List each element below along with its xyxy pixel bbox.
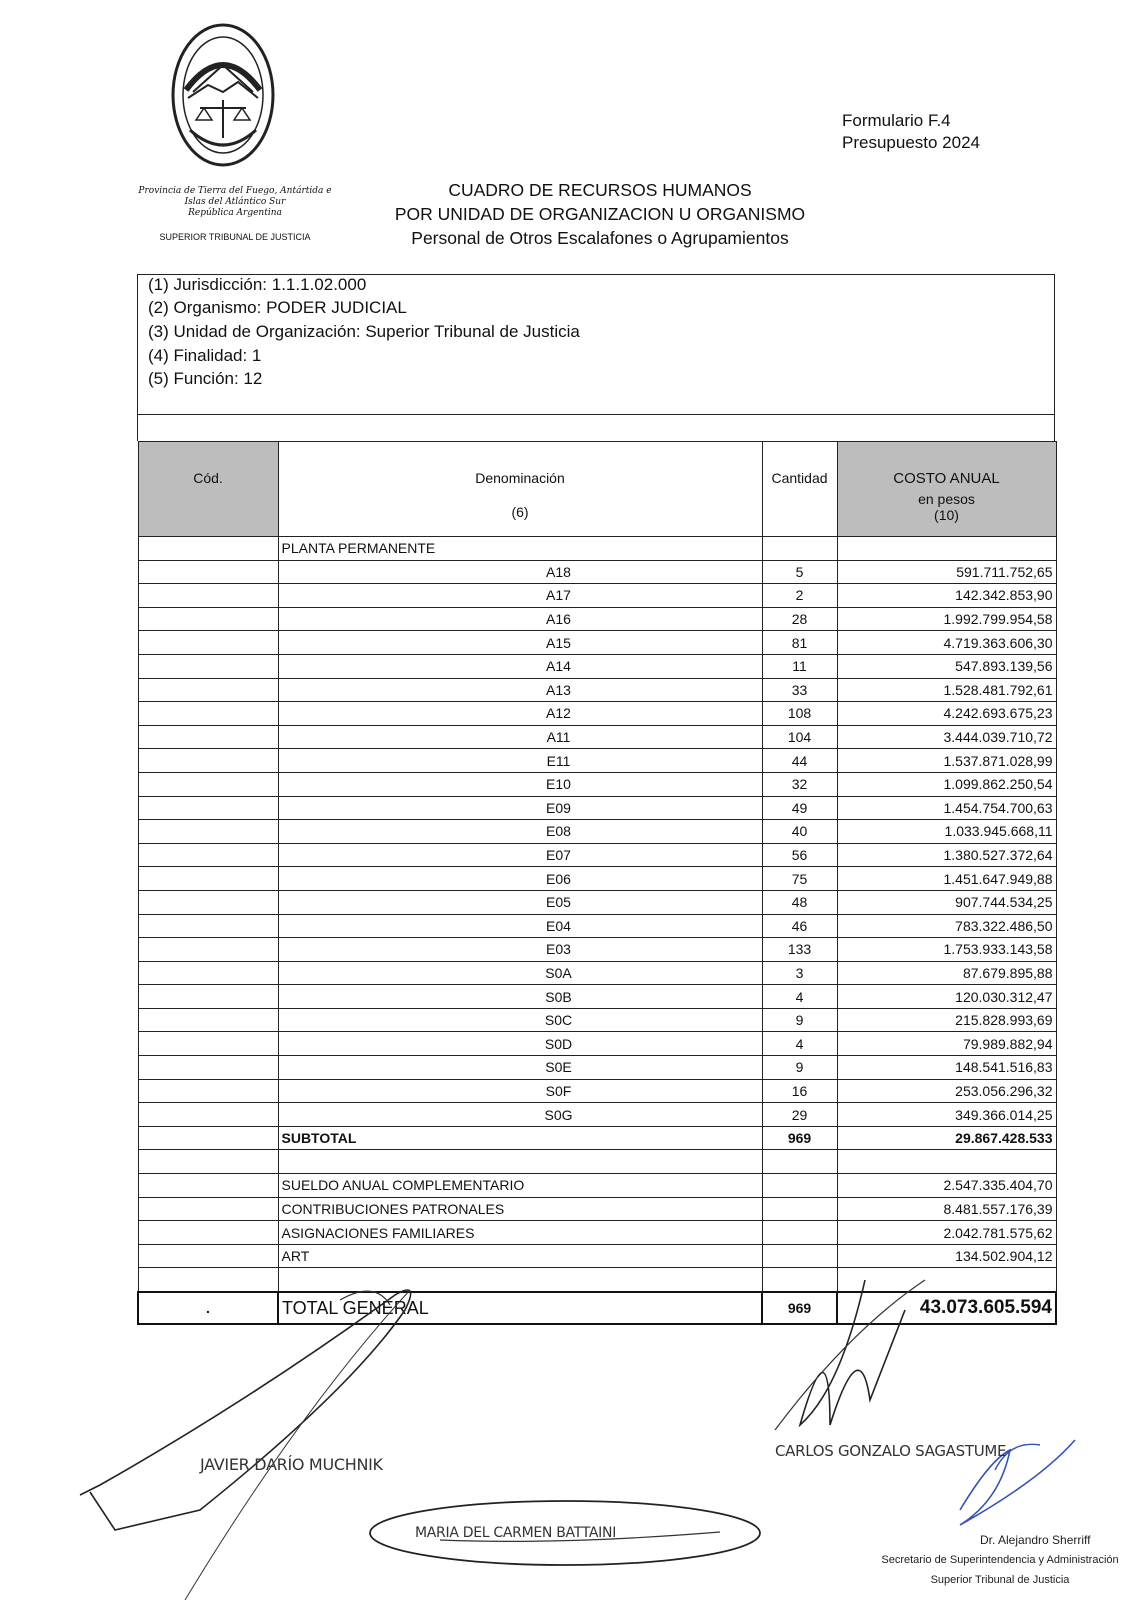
row-cantidad: 33 (762, 678, 837, 702)
title-line-1: CUADRO DE RECURSOS HUMANOS (448, 180, 752, 200)
extra-costo: 2.547.335.404,70 (837, 1174, 1056, 1198)
table-row (138, 631, 1056, 655)
table-row (138, 702, 1056, 726)
row-cantidad: 40 (762, 820, 837, 844)
subtotal-row (138, 1126, 1056, 1150)
table-row (138, 1079, 1056, 1103)
table-row (138, 938, 1056, 962)
row-cantidad: 3 (762, 961, 837, 985)
header-cod: Cód. (138, 442, 278, 537)
extra-label: ART (278, 1244, 762, 1268)
row-cantidad: 44 (762, 749, 837, 773)
institution-line: Islas del Atlántico Sur (184, 197, 286, 207)
extra-row (138, 1197, 1056, 1221)
table-row (138, 843, 1056, 867)
table-row (138, 607, 1056, 631)
table-row (138, 584, 1056, 608)
row-costo: 1.537.871.028,99 (837, 749, 1056, 773)
row-cantidad: 75 (762, 867, 837, 891)
row-denominacion: E10 (278, 772, 762, 796)
row-denominacion: A13 (278, 678, 762, 702)
row-costo: 591.711.752,65 (837, 560, 1056, 584)
extra-label: CONTRIBUCIONES PATRONALES (278, 1197, 762, 1221)
table-row (138, 1032, 1056, 1056)
table-row (138, 890, 1056, 914)
row-denominacion: S0E (278, 1056, 762, 1080)
row-cantidad: 48 (762, 890, 837, 914)
row-costo: 907.744.534,25 (837, 890, 1056, 914)
judicial-seal-icon (168, 20, 278, 170)
row-denominacion: A11 (278, 725, 762, 749)
extra-row (138, 1174, 1056, 1198)
table-row (138, 1056, 1056, 1080)
row-denominacion: A15 (278, 631, 762, 655)
row-denominacion: S0F (278, 1079, 762, 1103)
extra-costo: 134.502.904,12 (837, 1244, 1056, 1268)
row-denominacion: E04 (278, 914, 762, 938)
row-costo: 253.056.296,32 (837, 1079, 1056, 1103)
row-cantidad: 81 (762, 631, 837, 655)
row-denominacion: S0A (278, 961, 762, 985)
row-costo: 1.992.799.954,58 (837, 607, 1056, 631)
sherriff-name: Dr. Alejandro Sherriff (980, 1533, 1091, 1547)
row-cantidad: 108 (762, 702, 837, 726)
institution-name: SUPERIOR TRIBUNAL DE JUSTICIA (159, 232, 311, 242)
row-denominacion: E03 (278, 938, 762, 962)
subtotal-cantidad: 969 (762, 1126, 837, 1150)
row-cantidad: 2 (762, 584, 837, 608)
header-costo: COSTO ANUAL en pesos (10) (837, 442, 1056, 537)
table-row (138, 678, 1056, 702)
row-costo: 349.366.014,25 (837, 1103, 1056, 1127)
row-costo: 547.893.139,56 (837, 654, 1056, 678)
table-row (138, 772, 1056, 796)
total-cod: . (138, 1292, 278, 1324)
row-costo: 142.342.853,90 (837, 584, 1056, 608)
table-row (138, 820, 1056, 844)
row-costo: 1.451.647.949,88 (837, 867, 1056, 891)
total-costo: 43.073.605.594 (837, 1292, 1056, 1324)
row-costo: 1.753.933.143,58 (837, 938, 1056, 962)
table-row (138, 654, 1056, 678)
row-cantidad: 104 (762, 725, 837, 749)
row-cantidad: 133 (762, 938, 837, 962)
row-costo: 4.242.693.675,23 (837, 702, 1056, 726)
signer-name-left: JAVIER DARÍO MUCHNIK (200, 1455, 383, 1474)
title-line-3: Personal de Otros Escalafones o Agrupamientos (411, 228, 789, 248)
sherriff-role: Secretario de Superintendencia y Administración (881, 1554, 1119, 1566)
row-costo: 1.380.527.372,64 (837, 843, 1056, 867)
row-denominacion: A18 (278, 560, 762, 584)
row-denominacion: E11 (278, 749, 762, 773)
row-costo: 783.322.486,50 (837, 914, 1056, 938)
row-costo: 1.454.754.700,63 (837, 796, 1056, 820)
subtotal-costo: 29.867.428.533 (837, 1126, 1056, 1150)
row-cantidad: 9 (762, 1008, 837, 1032)
row-denominacion: A17 (278, 584, 762, 608)
table-row (138, 867, 1056, 891)
row-denominacion: S0G (278, 1103, 762, 1127)
info-jurisdiccion: (1) Jurisdicción: 1.1.1.02.000 (148, 275, 367, 294)
extra-costo: 2.042.781.575,62 (837, 1221, 1056, 1245)
section-row (138, 537, 1056, 561)
row-costo: 4.719.363.606,30 (837, 631, 1056, 655)
row-cantidad: 9 (762, 1056, 837, 1080)
row-denominacion: A12 (278, 702, 762, 726)
table-row (138, 1008, 1056, 1032)
info-spacer (137, 415, 1055, 441)
info-unidad: (3) Unidad de Organización: Superior Tribunal de Justicia (148, 322, 580, 341)
row-denominacion: A16 (278, 607, 762, 631)
row-denominacion: E06 (278, 867, 762, 891)
table-row (138, 725, 1056, 749)
institution-line: República Argentina (188, 208, 282, 218)
row-costo: 87.679.895,88 (837, 961, 1056, 985)
form-code: Formulario F.4 (842, 111, 951, 130)
row-denominacion: E05 (278, 890, 762, 914)
human-resources-table (137, 441, 1057, 1325)
row-costo: 1.033.945.668,11 (837, 820, 1056, 844)
row-cantidad: 32 (762, 772, 837, 796)
header-denominacion: Denominación (6) (278, 442, 762, 537)
form-code-block (842, 110, 980, 154)
row-costo: 79.989.882,94 (837, 1032, 1056, 1056)
section-title: PLANTA PERMANENTE (278, 537, 762, 561)
table-row (138, 1103, 1056, 1127)
row-cantidad: 4 (762, 985, 837, 1009)
row-denominacion: E07 (278, 843, 762, 867)
table-row (138, 796, 1056, 820)
row-denominacion: E09 (278, 796, 762, 820)
row-cantidad: 28 (762, 607, 837, 631)
table-row (138, 749, 1056, 773)
row-cantidad: 11 (762, 654, 837, 678)
info-funcion: (5) Función: 12 (148, 369, 263, 388)
row-cantidad: 29 (762, 1103, 837, 1127)
row-costo: 1.528.481.792,61 (837, 678, 1056, 702)
row-cantidad: 49 (762, 796, 837, 820)
table-row (138, 961, 1056, 985)
row-costo: 215.828.993,69 (837, 1008, 1056, 1032)
total-label: TOTAL GENERAL (278, 1292, 762, 1324)
extra-label: ASIGNACIONES FAMILIARES (278, 1221, 762, 1245)
row-costo: 1.099.862.250,54 (837, 772, 1056, 796)
extra-row (138, 1221, 1056, 1245)
row-cantidad: 5 (762, 560, 837, 584)
empty-row (138, 1150, 1056, 1174)
info-finalidad: (4) Finalidad: 1 (148, 346, 262, 365)
total-cantidad: 969 (762, 1292, 837, 1324)
extra-label: SUELDO ANUAL COMPLEMENTARIO (278, 1174, 762, 1198)
row-cantidad: 46 (762, 914, 837, 938)
jurisdiction-info-box (137, 274, 1055, 415)
header-cantidad: Cantidad (762, 442, 837, 537)
row-denominacion: S0C (278, 1008, 762, 1032)
row-costo: 148.541.516,83 (837, 1056, 1056, 1080)
row-denominacion: S0D (278, 1032, 762, 1056)
row-denominacion: A14 (278, 654, 762, 678)
extra-costo: 8.481.557.176,39 (837, 1197, 1056, 1221)
row-cantidad: 4 (762, 1032, 837, 1056)
table-row (138, 914, 1056, 938)
row-denominacion: E08 (278, 820, 762, 844)
signer-name-center: MARIA DEL CARMEN BATTAINI (415, 1525, 617, 1541)
info-organismo: (2) Organismo: PODER JUDICIAL (148, 298, 407, 317)
sherriff-stamp (880, 1530, 1120, 1590)
row-costo: 120.030.312,47 (837, 985, 1056, 1009)
sherriff-org: Superior Tribunal de Justicia (930, 1574, 1070, 1586)
row-cantidad: 56 (762, 843, 837, 867)
row-costo: 3.444.039.710,72 (837, 725, 1056, 749)
row-cantidad: 16 (762, 1079, 837, 1103)
document-title (300, 178, 900, 250)
row-denominacion: S0B (278, 985, 762, 1009)
budget-year: Presupuesto 2024 (842, 133, 980, 152)
table-header-row (138, 442, 1056, 537)
signer-name-right: CARLOS GONZALO SAGASTUME (775, 1442, 1007, 1460)
table-row (138, 985, 1056, 1009)
extra-row (138, 1244, 1056, 1268)
table-row (138, 560, 1056, 584)
title-line-2: POR UNIDAD DE ORGANIZACION U ORGANISMO (394, 204, 806, 224)
institution-line: Provincia de Tierra del Fuego, Antártida e (138, 186, 332, 196)
subtotal-label: SUBTOTAL (278, 1126, 762, 1150)
